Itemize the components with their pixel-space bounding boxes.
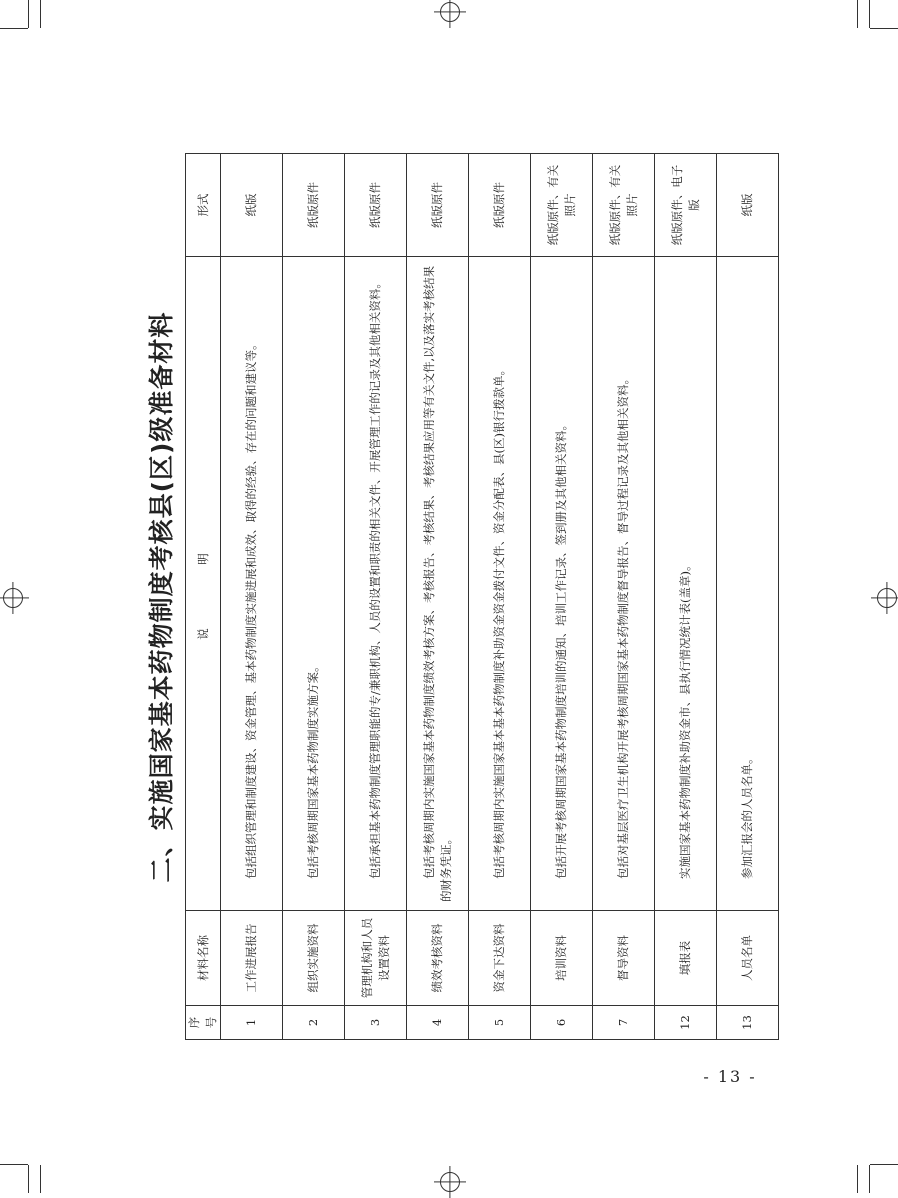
cell-seq: 12 xyxy=(655,1006,717,1040)
crop-mark xyxy=(28,0,29,28)
page-number: - 13 - xyxy=(703,1067,757,1086)
crop-mark xyxy=(870,28,898,29)
cell-description: 包括考核周期内实施国家基本药物制度绩效考核方案、考核报告、考核结果、考核结果应用等有关文件,以及落实考核结果的财务凭证。 xyxy=(407,257,469,911)
crop-mark xyxy=(40,1165,41,1193)
cell-format: 纸版原件、有关照片 xyxy=(531,154,593,257)
cell-seq: 6 xyxy=(531,1006,593,1040)
table-row xyxy=(469,154,531,1040)
crop-mark xyxy=(870,1164,898,1165)
header-format: 形式 xyxy=(186,154,221,257)
table-row xyxy=(717,154,779,1040)
table-row xyxy=(531,154,593,1040)
cell-seq: 7 xyxy=(593,1006,655,1040)
crop-mark xyxy=(857,1165,858,1193)
cell-format: 纸版原件、有关照片 xyxy=(593,154,655,257)
cell-description: 包括考核周期国家基本药物制度实施方案。 xyxy=(283,257,345,911)
cell-format: 纸版 xyxy=(717,154,779,257)
cell-seq: 2 xyxy=(283,1006,345,1040)
page-title: 二、实施国家基本药物制度考核县(区)级准备材料 xyxy=(147,311,176,883)
cell-seq: 4 xyxy=(407,1006,469,1040)
materials-table xyxy=(185,153,779,1040)
crop-mark xyxy=(0,28,28,29)
crop-mark xyxy=(0,1164,28,1165)
cell-format: 纸版原件 xyxy=(469,154,531,257)
header-seq: 序号 xyxy=(186,1006,221,1040)
cell-seq: 3 xyxy=(345,1006,407,1040)
table-row xyxy=(655,154,717,1040)
registration-mark-icon xyxy=(3,588,23,608)
cell-description: 包括考核周期内实施国家基本基本药物制度补助资金资金拨付文件、资金分配表、县(区)银行拨款单。 xyxy=(469,257,531,911)
cell-format: 纸版原件、电子版 xyxy=(655,154,717,257)
cell-name: 管理机构和人员设置资料 xyxy=(345,911,407,1006)
cell-name: 绩效考核资料 xyxy=(407,911,469,1006)
table-row xyxy=(283,154,345,1040)
crop-mark xyxy=(869,0,870,28)
cell-format: 纸版原件 xyxy=(407,154,469,257)
header-description: 说 明 xyxy=(186,257,221,911)
cell-description: 包括开展考核周期国家基本药物制度培训的通知、培训工作记录、签到册及其他相关资料。 xyxy=(531,257,593,911)
cell-seq: 1 xyxy=(221,1006,283,1040)
table-row xyxy=(221,154,283,1040)
cell-format: 纸版原件 xyxy=(345,154,407,257)
registration-mark-icon xyxy=(440,2,460,22)
cell-seq: 5 xyxy=(469,1006,531,1040)
rotated-page-content xyxy=(140,154,756,1040)
cell-name: 资金下达资料 xyxy=(469,911,531,1006)
cell-format: 纸版 xyxy=(221,154,283,257)
registration-mark-icon xyxy=(440,1172,460,1192)
table-header-row xyxy=(186,154,221,1040)
table-row xyxy=(593,154,655,1040)
cell-name: 填报表 xyxy=(655,911,717,1006)
header-name: 材料名称 xyxy=(186,911,221,1006)
table-row xyxy=(407,154,469,1040)
cell-description: 包括组织管理和制度建设、资金管理、基本药物制度实施进展和成效、取得的经验、存在的问题和建议等。 xyxy=(221,257,283,911)
cell-name: 培训资料 xyxy=(531,911,593,1006)
cell-description: 包括承担基本药物制度管理职能的专/兼职机构、人员的设置和职责的相关文件、开展管理工作的记录及其他相关资料。 xyxy=(345,257,407,911)
table-row xyxy=(345,154,407,1040)
cell-name: 工作进展报告 xyxy=(221,911,283,1006)
registration-mark-icon xyxy=(877,588,897,608)
cell-name: 督导资料 xyxy=(593,911,655,1006)
crop-mark xyxy=(857,0,858,28)
crop-mark xyxy=(869,1165,870,1193)
cell-description: 实施国家基本药物制度补助资金市、县执行情况统计表(盖章)。 xyxy=(655,257,717,911)
cell-description: 包括对基层医疗卫生机构开展考核周期国家基本药物制度督导报告、督导过程记录及其他相关资料。 xyxy=(593,257,655,911)
cell-name: 人员名单 xyxy=(717,911,779,1006)
cell-seq: 13 xyxy=(717,1006,779,1040)
cell-name: 组织实施资料 xyxy=(283,911,345,1006)
cell-format: 纸版原件 xyxy=(283,154,345,257)
crop-mark xyxy=(28,1165,29,1193)
crop-mark xyxy=(40,0,41,28)
cell-description: 参加汇报会的人员名单。 xyxy=(717,257,779,911)
